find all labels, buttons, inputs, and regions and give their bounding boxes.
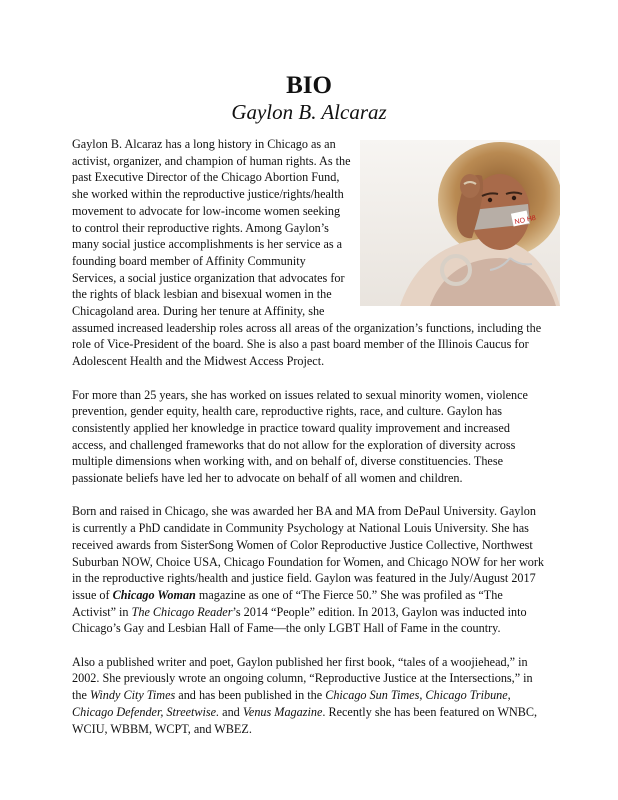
- p4-text-g: . Recently she has been featured on WNBC, WCIU, WBBM, WCPT, and WBEZ.: [72, 704, 538, 736]
- publication-venus-magazine: Venus Magazine: [242, 704, 323, 719]
- publication-windy-city-times: Windy City Times: [89, 688, 176, 703]
- no-h8-sign: NO H8: [514, 214, 537, 227]
- person-name: Gaylon B. Alcaraz: [231, 100, 387, 124]
- portrait-photo: [360, 140, 560, 306]
- paragraph-4: [72, 654, 546, 738]
- paragraph-1: [72, 136, 546, 370]
- p4-text-e: and: [219, 704, 243, 719]
- p4-text-c: and has been published in the: [175, 688, 326, 703]
- portrait-illustration: [360, 140, 560, 306]
- bio-body: [72, 136, 546, 754]
- publication-chicago-reader: The Chicago Reader: [131, 604, 233, 619]
- p4-text-a: Also a published writer and poet, Gaylon published her first book, “tales of a woojiehead,” in 2002. She previously wrote an ongoing column, “Reproductive Justice at the Intersections,” in the: [72, 654, 533, 703]
- page-title: BIO: [286, 72, 332, 99]
- p3-text-e: ’s 2014 “People” edition. In 2013, Gaylon was inducted into Chicago’s Gay and Lesbian Hall of Fame—the only LGBT Hall of Fame in the country.: [72, 604, 527, 636]
- paragraph-2: For more than 25 years, she has worked on issues related to sexual minority women, violence prevention, gender equity, health care, reproductive rights, race, and culture. Gaylon has consistently applied her knowledge in practice toward quality improvement and increased access, and challenged frameworks that do not allow for the exploration of diversity across multiple dimensions when working with, and on behalf of, diverse constituencies. These passionate beliefs have led her to advocate on behalf of all women and children.: [72, 387, 528, 486]
- paragraph-3: [72, 503, 546, 637]
- paragraph-1-text: Gaylon B. Alcaraz has a long history in Chicago as an activist, organizer, and champion of human rights. As the past Executive Director of the Chicago Abortion Fund, she worked within the reproductive justice/rights/health movement to advocate for low-income women seeking to control their reproductive rights. Among Gaylon’s many social justice accomplishments is her service as a founding board member of Affinity Community Services, a social justice organization that advocates for the rights of black lesbian and bisexual women in the Chicagoland area. During her tenure at Affinity, she assumed increased leadership roles across all areas of the organization’s functions, including the role of Vice-President of the board. She is also a past board member of the Illinois Caucus for Adolescent Health and the Midwest Access Project.: [72, 137, 542, 369]
- p3-text-a: Born and raised in Chicago, she was awarded her BA and MA from DePaul University. Gaylon is currently a PhD candidate in Community Psychology at National Louis University. She has received awards from SisterSong Women of Color Reproductive Justice Collective, Northwest Suburban NOW, Choice USA, Chicago Foundation for Women, and Chicago NOW for her work in the reproductive rights/health and justice field. Gaylon was featured in the July/August 2017 issue of: [72, 504, 545, 602]
- publication-list: Chicago Sun Times, Chicago Tribune, Chicago Defender, Streetwise.: [72, 688, 511, 719]
- magazine-chicago-woman: Chicago Woman: [112, 587, 196, 602]
- p3-text-c: magazine as one of “The Fierce 50.” She was profiled as “The Activist” in: [72, 587, 503, 619]
